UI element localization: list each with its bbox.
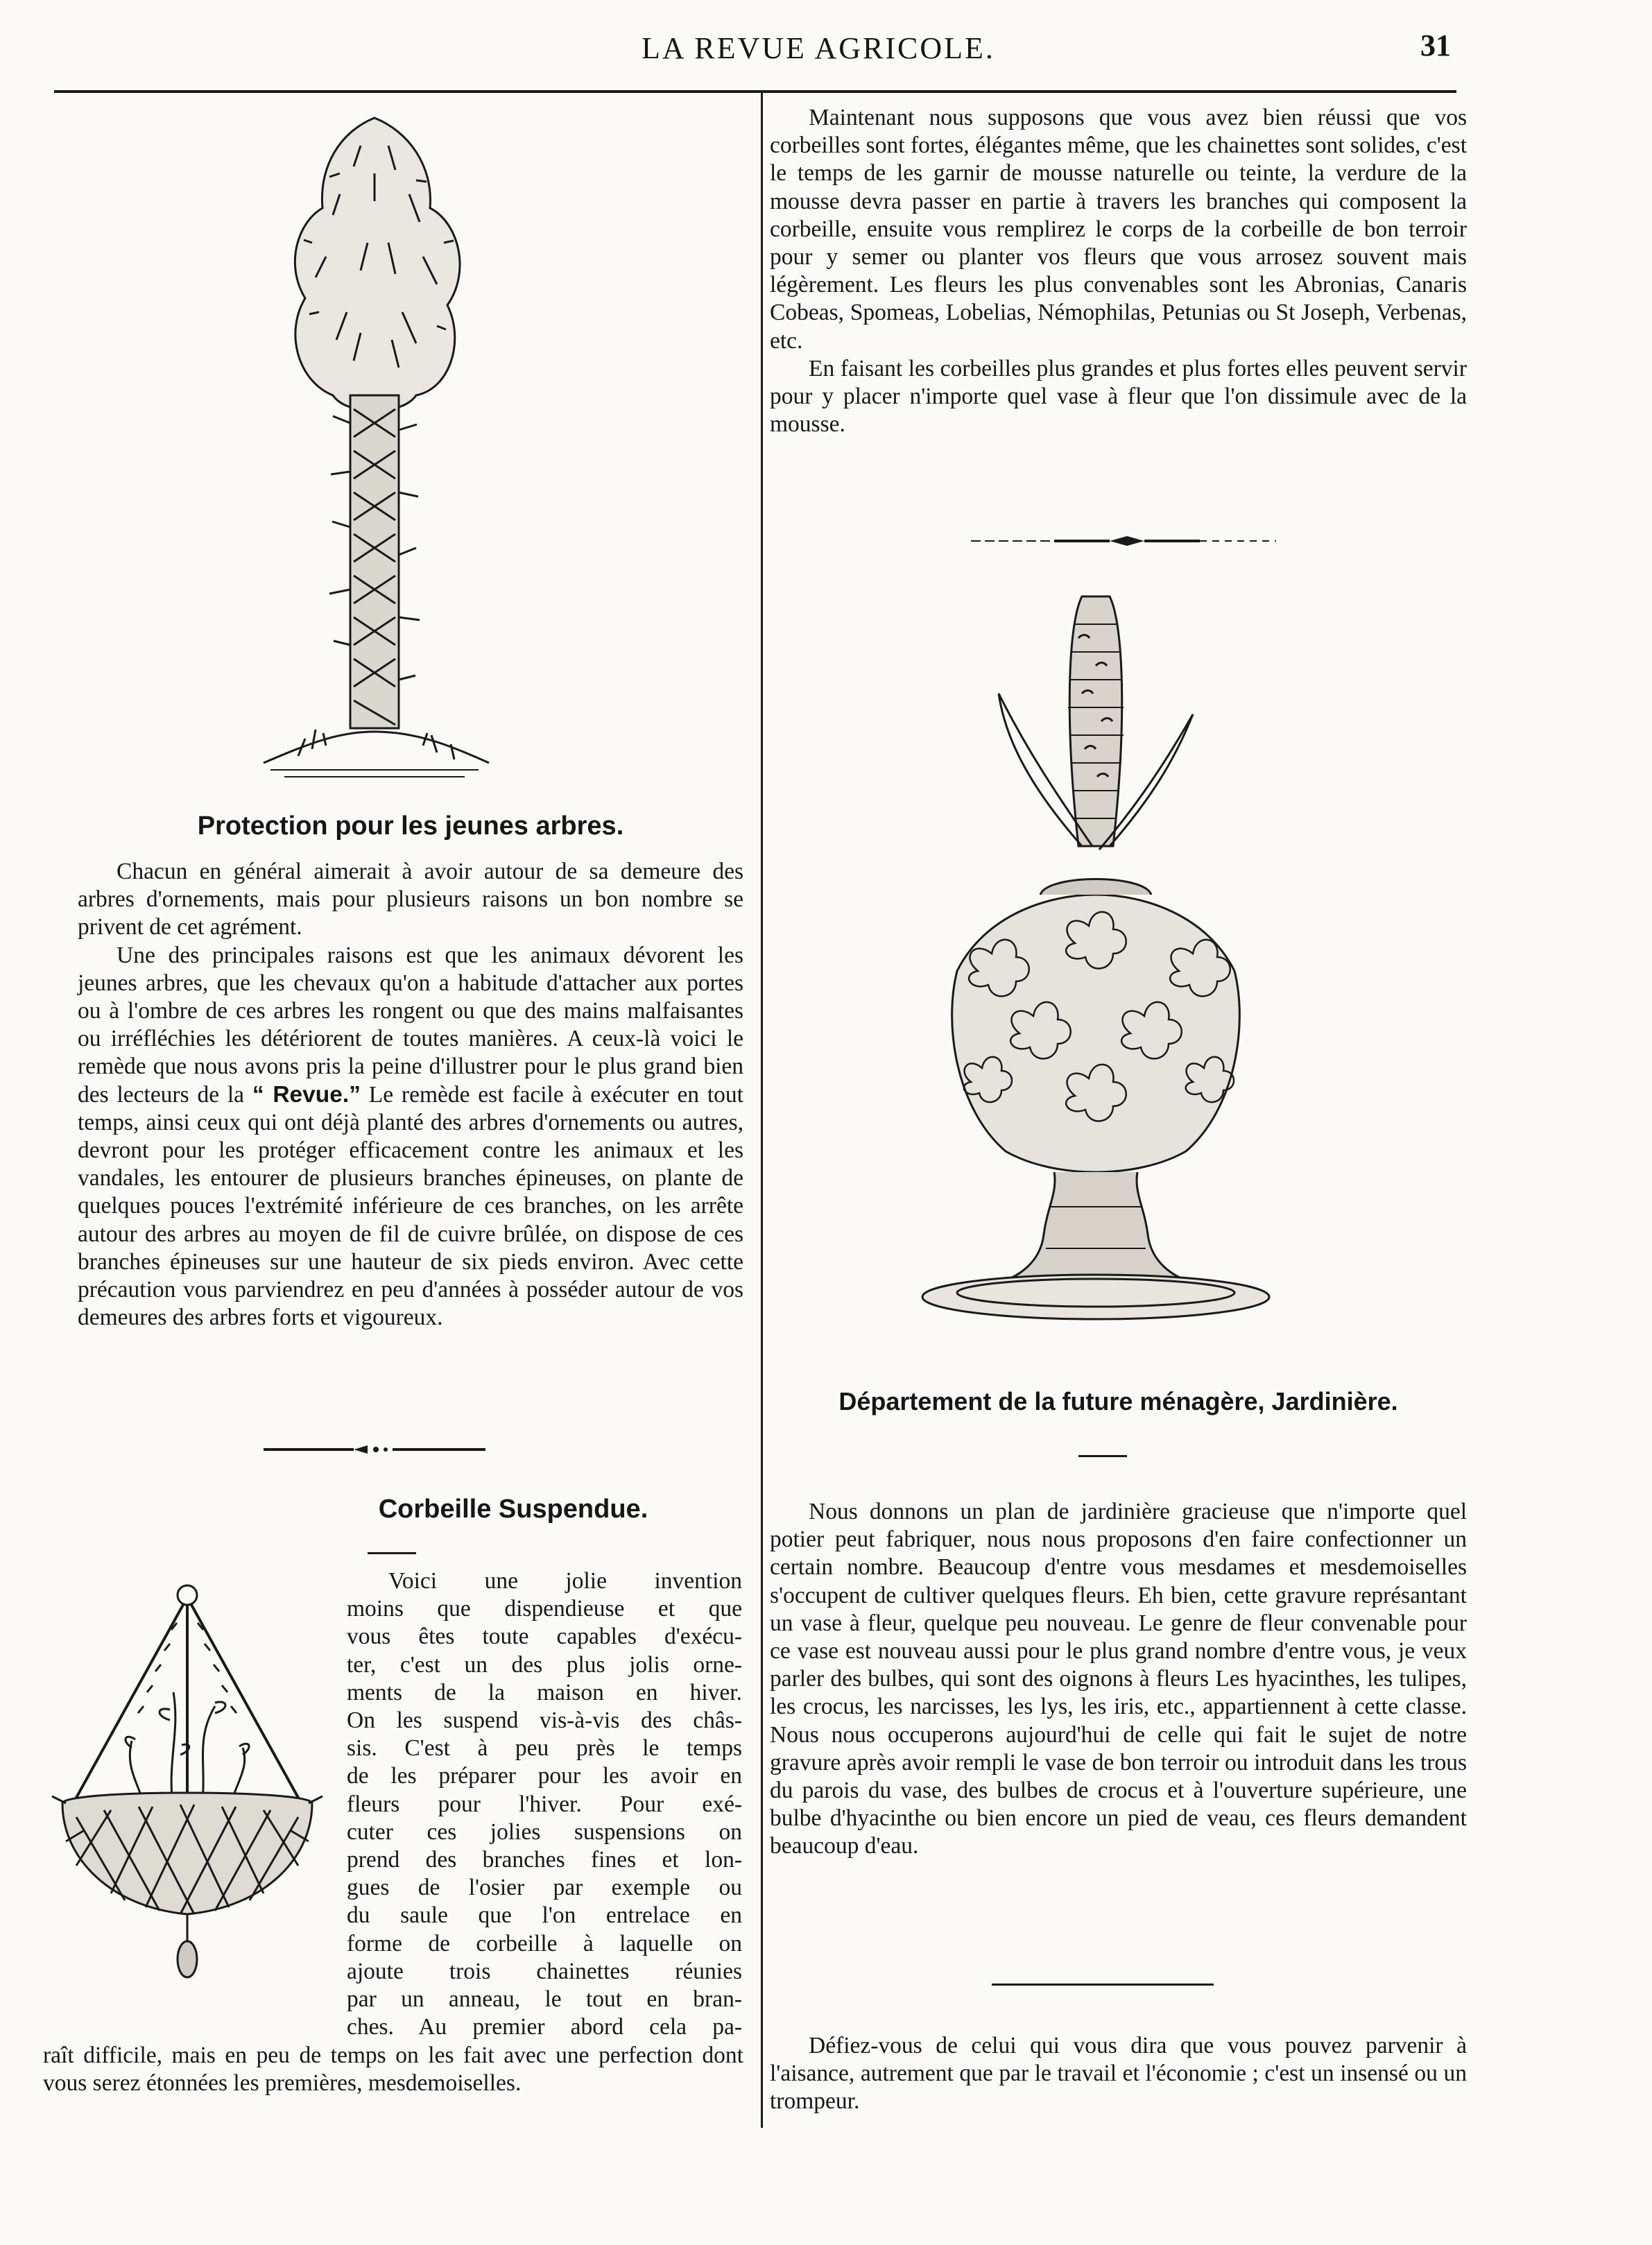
corbeille-line: ajoute trois chainettes réunies	[347, 1958, 742, 1984]
protection-paragraph-2-text: Une des principales raisons est que les animaux dévorent les jeunes arbres, que les chevaux qu'on a habitude d'attacher aux portes ou à l'ombre de ces arbres les rongent ou que des mains malfaisantes ou irréfléchies les détériorent de toutes manières. A ceux-là voici le remède que nous avons pris la peine d'illustrer pour le plus grand bien des lecteurs de la	[78, 942, 743, 1108]
corbeille-text-narrow	[347, 1567, 742, 2041]
corbeille-line: ter, c'est un des plus jolis orne-	[347, 1651, 742, 1678]
corbeille-line: par un anneau, le tout en bran-	[347, 1986, 742, 2013]
ornament-separator-right	[971, 534, 1276, 548]
corbeille-line: moins que dispendieuse et que	[347, 1596, 742, 1622]
jardiniere-title: Département de la future ménagère, Jardinière.	[838, 1387, 1398, 1416]
protection-paragraph-1: Chacun en général aimerait à avoir autour de sa demeure des arbres d'ornements, mais pour plusieurs raisons un bon nombre se privent de cet agrément.	[78, 859, 743, 940]
corbeille-continued-2: En faisant les corbeilles plus grandes et plus fortes elles peuvent servir pour y placer n'importe quel vase à fleur que l'on dissimule avec de la mousse.	[770, 355, 1467, 438]
corbeille-continued-1: Maintenant nous supposons que vous avez bien réussi que vos corbeilles sont fortes, élégantes même, que les chainettes sont solides, c'est le temps de les garnir de mousse naturelle ou teinte, la verdure de la mousse devra passer en partie à travers les branches qui composent la corbeille, ensuite vous remplirez le corps de la corbeille de bon terroir pour y semer ou planter vos fleurs que vous arrosez souvent mais légèrement. Les fleurs les plus convenables sont les Abronias, Canaris Cobeas, Spomeas, Lobelias, Némophilas, Petunias ou St Joseph, Verbenas, etc.	[770, 105, 1467, 354]
corbeille-line: Voici une jolie invention	[388, 1568, 742, 1594]
corbeille-line: cuter ces jolies suspensions on	[347, 1818, 742, 1845]
maxim-text: Défiez-vous de celui qui vous dira que vous pouvez parvenir à l'aisance, autrement que par le travail et l'économie ; c'est un insensé ou un trompeur.	[770, 2033, 1467, 2115]
jardiniere-paragraph: Nous donnons un plan de jardinière gracieuse que n'importe quel potier peut fabriquer, nous nous proposons d'en faire confectionner un certain nombre. Beaucoup d'entre vous mesdames et mesdemoiselles s'occupent de cultiver quelques fleurs. Eh bien, cette gravure représantant un vase à fleur, quelque peu nouveau. Le genre de fleur convenable pour ce vase est nouveau aussi pour le plus grand nombre d'entre vous, je veux parler des bulbes, qui sont des oignons à fleurs Les hyacinthes, les tulipes, les crocus, les narcisses, les lys, les iris, etc., appartiennent à cette classe. Nous nous occuperons aujourd'hui de celle qui fait le sujet de notre gravure après avoir rempli le vase de bon terroir ou introduit dans les trous du parois du vase, des bulbes de crocus et à l'ouverture supérieure, une bulbe d'hyacinthe ou bien encore un pied de veau, ces fleurs demandent beaucoup d'eau.	[770, 1499, 1467, 1859]
page-number: 31	[1420, 28, 1451, 62]
tree-protection-illustration	[257, 104, 492, 798]
jardiniere-title-rule	[1078, 1455, 1127, 1457]
corbeille-line: sis. C'est à peu près le temps	[347, 1735, 742, 1762]
right-column-maxim	[770, 2032, 1467, 2116]
corbeille-line: forme de corbeille à laquelle on	[347, 1930, 742, 1956]
right-column-top	[770, 104, 1467, 438]
header-rule	[54, 90, 1456, 93]
hyacinth-vase-illustration	[915, 583, 1276, 1345]
corbeille-line: fleurs pour l'hiver. Pour exé-	[347, 1791, 742, 1817]
maxim-rule	[992, 1984, 1214, 1986]
corbeille-line: du saule que l'on entrelace en	[347, 1902, 742, 1929]
corbeille-text-tail: raît difficile, mais en peu de temps on les fait avec une perfection dont vous serez étonnées les premières, mesdemoiselles.	[43, 2042, 743, 2097]
corbeille-line: ments de la maison en hiver.	[347, 1679, 742, 1705]
hanging-basket-illustration	[42, 1581, 333, 1997]
corbeille-line: On les suspend vis-à-vis des châs-	[347, 1708, 742, 1734]
corbeille-line: vous êtes toute capables d'exécu-	[347, 1624, 742, 1650]
corbeille-line: prend des branches fines et lon-	[347, 1847, 742, 1873]
corbeille-line: ches. Au premier abord cela pa-	[347, 2014, 742, 2040]
right-column-jardiniere	[770, 1498, 1467, 1861]
running-title: LA REVUE AGRICOLE.	[642, 31, 995, 65]
protection-paragraph-2-tail: Le remède est facile à exécuter en tout temps, ainsi ceux qui ont déjà planté des arbres d'ornements ou autres, devront pour les protéger efficacement contre les animaux et les vandales, les entourer de plusieurs branches épineuses, on plante de quelques pouces l'extrémité inférieure de ces branches, on les arrête autour des arbres au moyen de fil de cuivre brûlée, on dispose de ces branches épineuses sur une hauteur de six pieds environ. Avec cette précaution vous parviendrez en peu d'années à posséder autour de vos demeures des arbres forts et vigoureux.	[78, 1081, 743, 1331]
corbeille-title-rule	[368, 1552, 416, 1554]
left-column-protection	[78, 811, 743, 1332]
corbeille-title: Corbeille Suspendue.	[378, 1495, 648, 1524]
corbeille-line: de les préparer pour les avoir en	[347, 1763, 742, 1789]
protection-paragraph-2	[78, 942, 743, 1332]
ornament-separator-left	[264, 1443, 485, 1456]
corbeille-line: gues de l'osier par exemple ou	[347, 1875, 742, 1901]
column-divider	[761, 93, 763, 2128]
revue-word: “ Revue.”	[252, 1081, 361, 1108]
protection-title: Protection pour les jeunes arbres.	[197, 811, 624, 841]
